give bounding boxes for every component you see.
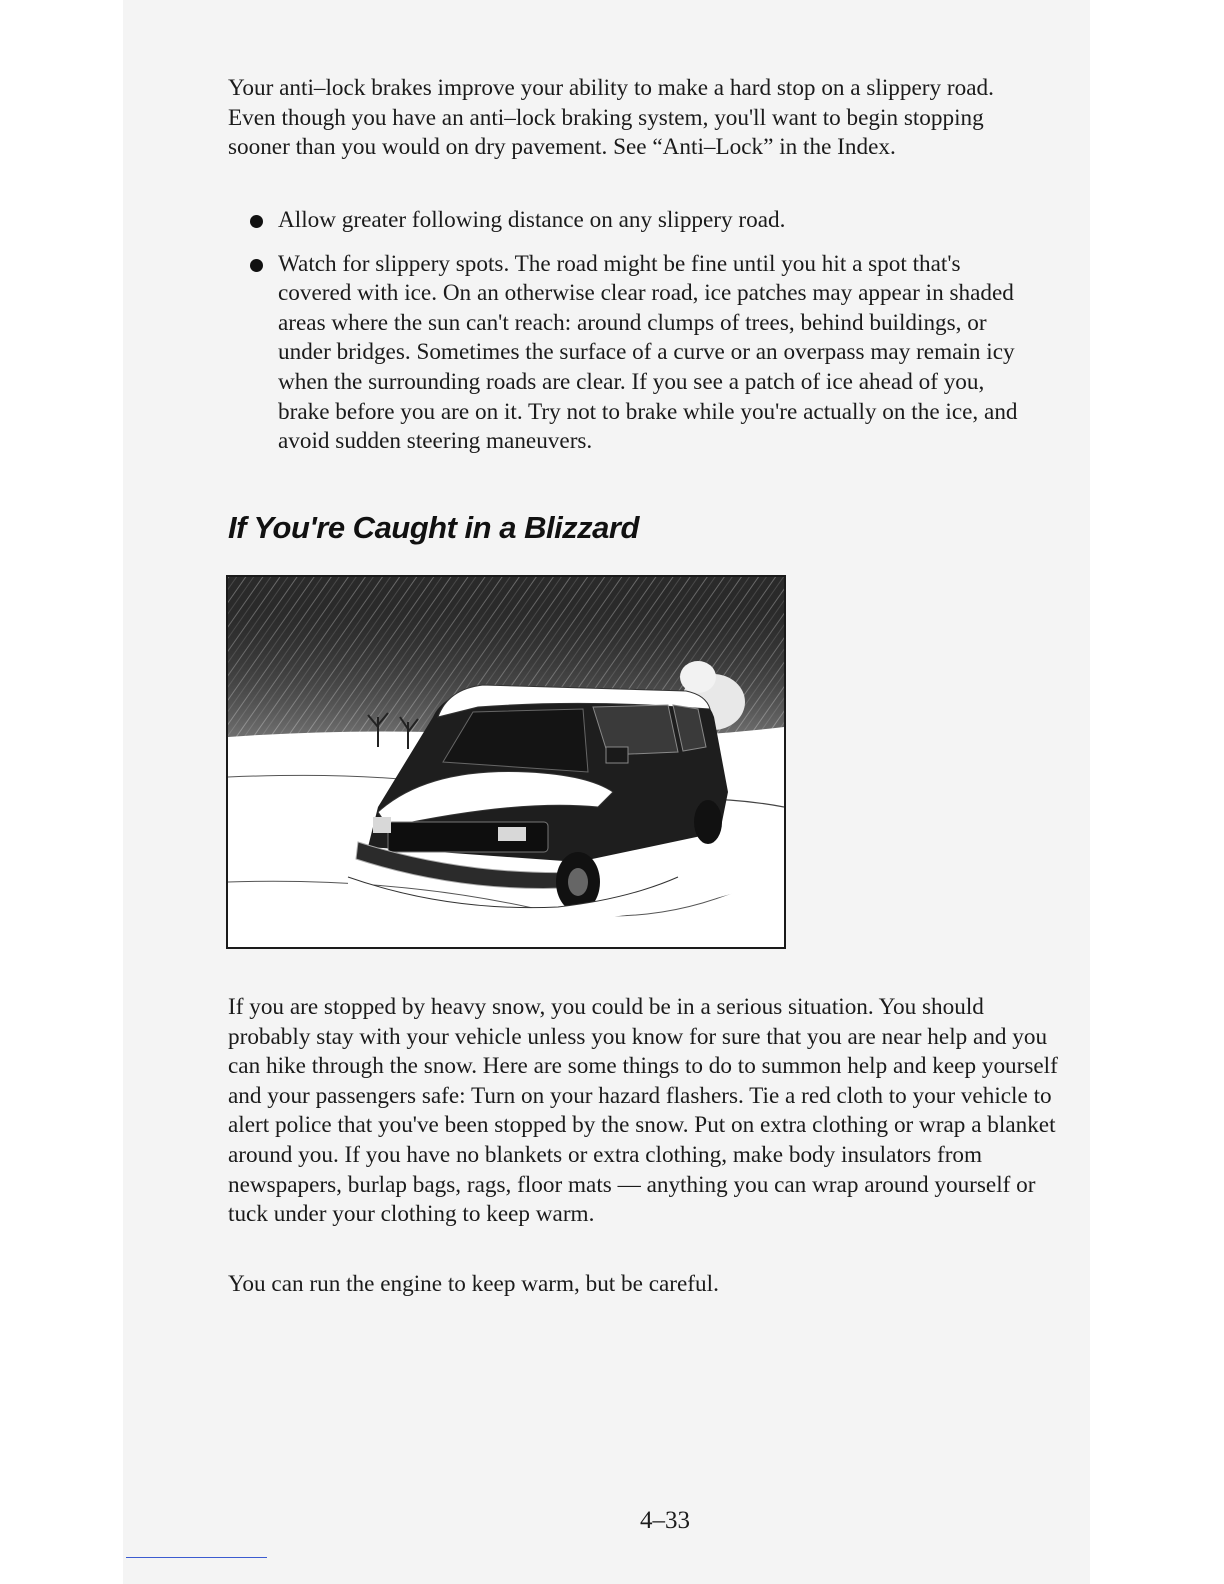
bullet-icon (250, 259, 263, 272)
bullet-text: Allow greater following distance on any slippery road. (278, 207, 786, 233)
engine-paragraph: You can run the engine to keep warm, but be careful. (228, 1271, 719, 1297)
blizzard-paragraph: If you are stopped by heavy snow, you could be in a serious situation. You should probably stay with your vehicle unless you know for sure that you are near help and you can hike through the snow. Here are some things to do to summon help and keep yourself and your passengers safe: Turn on your hazard flashers. Tie a red cloth to your vehicle to alert police that you've been stopped by the snow. Put on extra clothing or wrap a blanket around you. If you have no blankets or extra clothing, make body insulators from newspapers, burlap bags, rags, floor mats — anything you can wrap around yourself or tuck under your clothing to keep warm. (228, 994, 1058, 1228)
bottom-divider (126, 1557, 267, 1558)
intro-paragraph: Your anti–lock brakes improve your ability to make a hard stop on a slippery road. Even though you have an anti–lock braking system, you'll want to begin stopping sooner than you would on dry pavement. See “Anti–Lock” in the Index. (228, 75, 994, 161)
bullet-text: Watch for slippery spots. The road might be fine until you hit a spot that's covered with ice. On an otherwise clear road, ice patches may appear in shaded areas where the sun can't reach: around clumps of trees, behind buildings, or under bridges. Sometimes the surface of a curve or an overpass may remain icy when the surrounding roads are clear. If you see a patch of ice ahead of you, brake before you are on it. Try not to brake while you're actually on the ice, and avoid sudden steering maneuvers. (278, 250, 1018, 455)
list-item (228, 206, 1028, 236)
page-number: 4–33 (640, 1507, 690, 1534)
bullet-icon (250, 215, 263, 228)
section-heading: If You're Caught in a Blizzard (228, 510, 639, 545)
van-in-snow-drawing (228, 577, 784, 947)
safety-bullet-list (228, 206, 1028, 471)
list-item (228, 250, 1028, 457)
blizzard-van-illustration (226, 575, 786, 949)
